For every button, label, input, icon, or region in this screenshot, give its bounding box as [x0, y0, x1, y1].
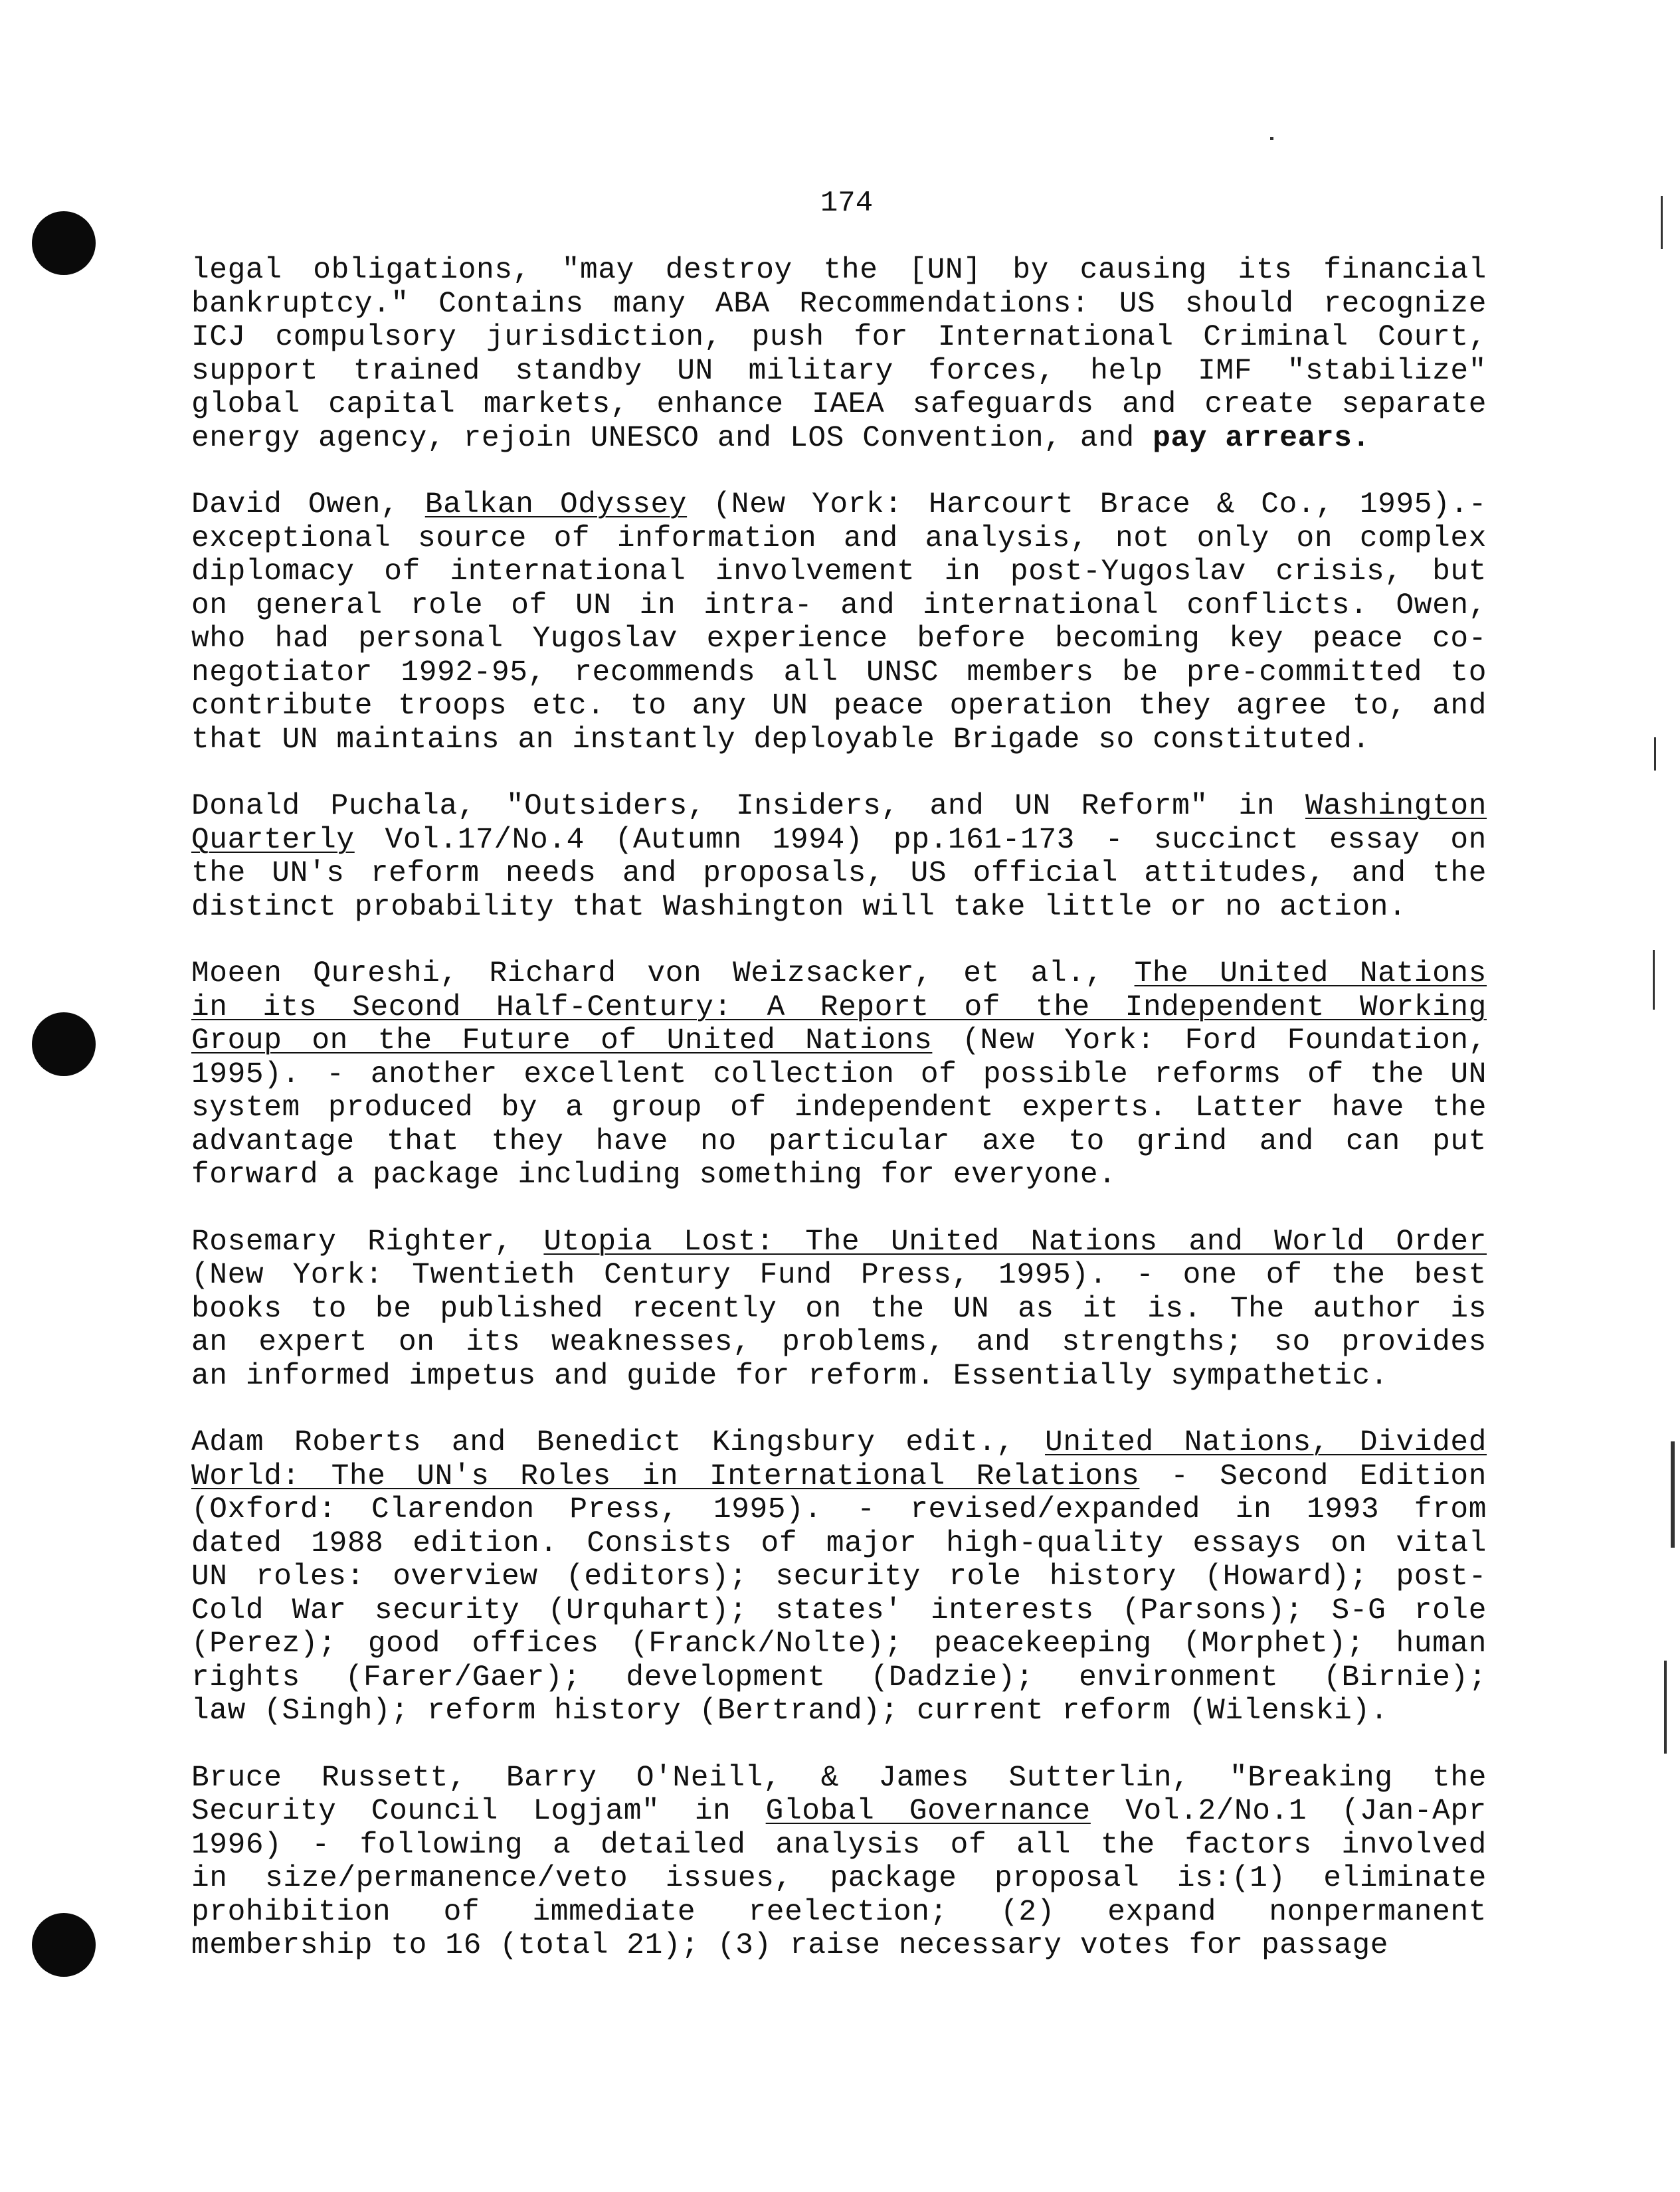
- body-text: Cold War security (Urquhart); states' interests (Parsons); S-G role: [191, 1594, 1487, 1627]
- text-line: [191, 1158, 1487, 1192]
- bibliography-entry: [191, 1426, 1487, 1728]
- body-text: - Second Edition: [1139, 1459, 1487, 1493]
- body-text: on general role of UN in intra- and international conflicts. Owen,: [191, 589, 1487, 622]
- text-line: [191, 1058, 1487, 1092]
- body-text: bankruptcy." Contains many ABA Recommendations: US should recognize: [191, 287, 1487, 321]
- text-line: [191, 288, 1487, 321]
- text-line: [191, 321, 1487, 355]
- text-line: [191, 1594, 1487, 1628]
- scan-mark: [1671, 1441, 1675, 1548]
- text-line: [191, 1929, 1487, 1963]
- body-text: Vol.2/No.1 (Jan-Apr: [1090, 1795, 1487, 1828]
- text-line: [191, 1527, 1487, 1561]
- body-text: Donald Puchala, "Outsiders, Insiders, and UN Reform" in: [191, 790, 1305, 823]
- body-text: (New York: Ford Foundation,: [932, 1024, 1487, 1057]
- text-line: [191, 355, 1487, 389]
- bibliography-entry: [191, 488, 1487, 757]
- text-line: [191, 1460, 1487, 1494]
- text-line: [191, 824, 1487, 858]
- text-line: [191, 589, 1487, 623]
- body-text: (Oxford: Clarendon Press, 1995). - revised/expanded in 1993 from: [191, 1493, 1487, 1526]
- text-line: [191, 1426, 1487, 1460]
- body-text: in size/permanence/veto issues, package proposal is:(1) eliminate: [191, 1862, 1487, 1895]
- emphasis-text: pay arrears.: [1153, 421, 1370, 455]
- binder-hole-middle: [32, 1012, 96, 1076]
- text-line: [191, 957, 1487, 991]
- bibliography-entry: [191, 957, 1487, 1192]
- text-line: [191, 1360, 1487, 1394]
- body-text: Rosemary Righter,: [191, 1225, 544, 1259]
- body-text: exceptional source of information and analysis, not only on complex: [191, 521, 1487, 555]
- body-text: diplomacy of international involvement in post-Yugoslav crisis, but: [191, 555, 1487, 589]
- body-text: Adam Roberts and Benedict Kingsbury edit.,: [191, 1426, 1046, 1459]
- body-text: an expert on its weaknesses, problems, and strengths; so provides: [191, 1326, 1487, 1359]
- bibliography-entry: [191, 1226, 1487, 1394]
- body-text: Security Council Logjam" in: [191, 1795, 766, 1828]
- body-text: ICJ compulsory jurisdiction, push for International Criminal Court,: [191, 321, 1487, 354]
- body-text: David Owen,: [191, 488, 425, 521]
- bibliography-entry: [191, 254, 1487, 455]
- page-number: 174: [820, 187, 874, 220]
- text-line: [191, 857, 1487, 891]
- body-text: (New York: Harcourt Brace & Co., 1995).-: [687, 488, 1487, 521]
- scan-mark: [1270, 137, 1273, 140]
- text-line: [191, 388, 1487, 422]
- title-text: Quarterly: [191, 823, 355, 857]
- body-text: contribute troops etc. to any UN peace operation they agree to, and: [191, 689, 1487, 723]
- title-text: Washington: [1305, 790, 1487, 823]
- text-line: [191, 1091, 1487, 1125]
- title-text: The United Nations: [1134, 957, 1487, 990]
- title-text: Balkan Odyssey: [424, 488, 688, 521]
- body-text: dated 1988 edition. Consists of major high-quality essays on vital: [191, 1526, 1487, 1560]
- body-text: distinct probability that Washington will take little or no action.: [191, 890, 1407, 924]
- body-text: Vol.17/No.4 (Autumn 1994) pp.161-173 - succinct essay on: [354, 823, 1487, 857]
- text-line: [191, 622, 1487, 656]
- bibliography-entry: [191, 1762, 1487, 1963]
- body-text: support trained standby UN military forces, help IMF "stabilize": [191, 354, 1487, 388]
- text-line: [191, 1125, 1487, 1159]
- body-text: prohibition of immediate reelection; (2) expand nonpermanent: [191, 1895, 1487, 1929]
- title-text: Utopia Lost: The United Nations and World Order: [543, 1225, 1487, 1259]
- text-line: [191, 1226, 1487, 1259]
- body-text: Bruce Russett, Barry O'Neill, & James Sutterlin, "Breaking the: [191, 1761, 1487, 1795]
- body-text: the UN's reform needs and proposals, US official attitudes, and the: [191, 857, 1487, 890]
- body-text: system produced by a group of independent experts. Latter have the: [191, 1091, 1487, 1125]
- text-line: [191, 1762, 1487, 1795]
- title-text: World: The UN's Roles in International Relations: [191, 1459, 1140, 1493]
- body-text: membership to 16 (total 21); (3) raise necessary votes for passage: [191, 1929, 1389, 1962]
- binder-hole-bottom: [32, 1913, 96, 1977]
- text-line: [191, 1795, 1487, 1829]
- text-line: [191, 1896, 1487, 1930]
- scan-mark: [1653, 950, 1655, 1010]
- body-text: (Perez); good offices (Franck/Nolte); peacekeeping (Morphet); human: [191, 1627, 1487, 1661]
- body-text: negotiator 1992-95, recommends all UNSC members be pre-committed to: [191, 656, 1487, 689]
- scan-mark: [1664, 1661, 1667, 1754]
- title-text: in its Second Half-Century: A Report of the Independent Working: [191, 990, 1487, 1024]
- text-line: [191, 656, 1487, 690]
- text-line: [191, 891, 1487, 925]
- body-text: advantage that they have no particular axe to grind and can put: [191, 1125, 1487, 1158]
- body-text: (New York: Twentieth Century Fund Press, 1995). - one of the best: [191, 1259, 1487, 1292]
- body-text: books to be published recently on the UN as it is. The author is: [191, 1292, 1487, 1326]
- text-line: [191, 1661, 1487, 1695]
- body-text: 1996) - following a detailed analysis of all the factors involved: [191, 1828, 1487, 1862]
- body-text: legal obligations, "may destroy the [UN] by causing its financial: [191, 254, 1487, 287]
- body-text: that UN maintains an instantly deployable Brigade so constituted.: [191, 723, 1370, 757]
- body-text: Moeen Qureshi, Richard von Weizsacker, et al.,: [191, 957, 1135, 990]
- text-line: [191, 1862, 1487, 1896]
- text-line: [191, 1259, 1487, 1293]
- text-line: [191, 1293, 1487, 1326]
- text-line: [191, 790, 1487, 824]
- text-line: [191, 1493, 1487, 1527]
- text-line: [191, 1829, 1487, 1863]
- scan-mark: [1654, 737, 1656, 771]
- body-text: law (Singh); reform history (Bertrand); current reform (Wilenski).: [191, 1694, 1389, 1728]
- text-line: [191, 723, 1487, 757]
- text-line: [191, 1326, 1487, 1360]
- bibliography-entry: [191, 790, 1487, 924]
- body-text: global capital markets, enhance IAEA safeguards and create separate: [191, 388, 1487, 421]
- body-text: 1995). - another excellent collection of possible reforms of the UN: [191, 1057, 1487, 1091]
- text-line: [191, 488, 1487, 522]
- body-text: an informed impetus and guide for reform. Essentially sympathetic.: [191, 1359, 1389, 1393]
- text-line: [191, 1694, 1487, 1728]
- title-text: Group on the Future of United Nations: [191, 1024, 933, 1057]
- text-line: [191, 254, 1487, 288]
- body-text: UN roles: overview (editors); security role history (Howard); post-: [191, 1560, 1487, 1594]
- body-text: energy agency, rejoin UNESCO and LOS Convention, and: [191, 421, 1153, 455]
- text-line: [191, 689, 1487, 723]
- text-line: [191, 555, 1487, 589]
- body-text: forward a package including something for everyone.: [191, 1158, 1117, 1192]
- text-line: [191, 1024, 1487, 1058]
- bibliography-entries: [191, 254, 1487, 1996]
- body-text: rights (Farer/Gaer); development (Dadzie); environment (Birnie);: [191, 1661, 1487, 1694]
- text-line: [191, 1560, 1487, 1594]
- title-text: Global Governance: [765, 1795, 1091, 1828]
- body-text: who had personal Yugoslav experience before becoming key peace co-: [191, 622, 1487, 656]
- text-line: [191, 991, 1487, 1025]
- text-line: [191, 1627, 1487, 1661]
- text-line: [191, 422, 1487, 456]
- title-text: United Nations, Divided: [1045, 1426, 1487, 1459]
- text-line: [191, 522, 1487, 556]
